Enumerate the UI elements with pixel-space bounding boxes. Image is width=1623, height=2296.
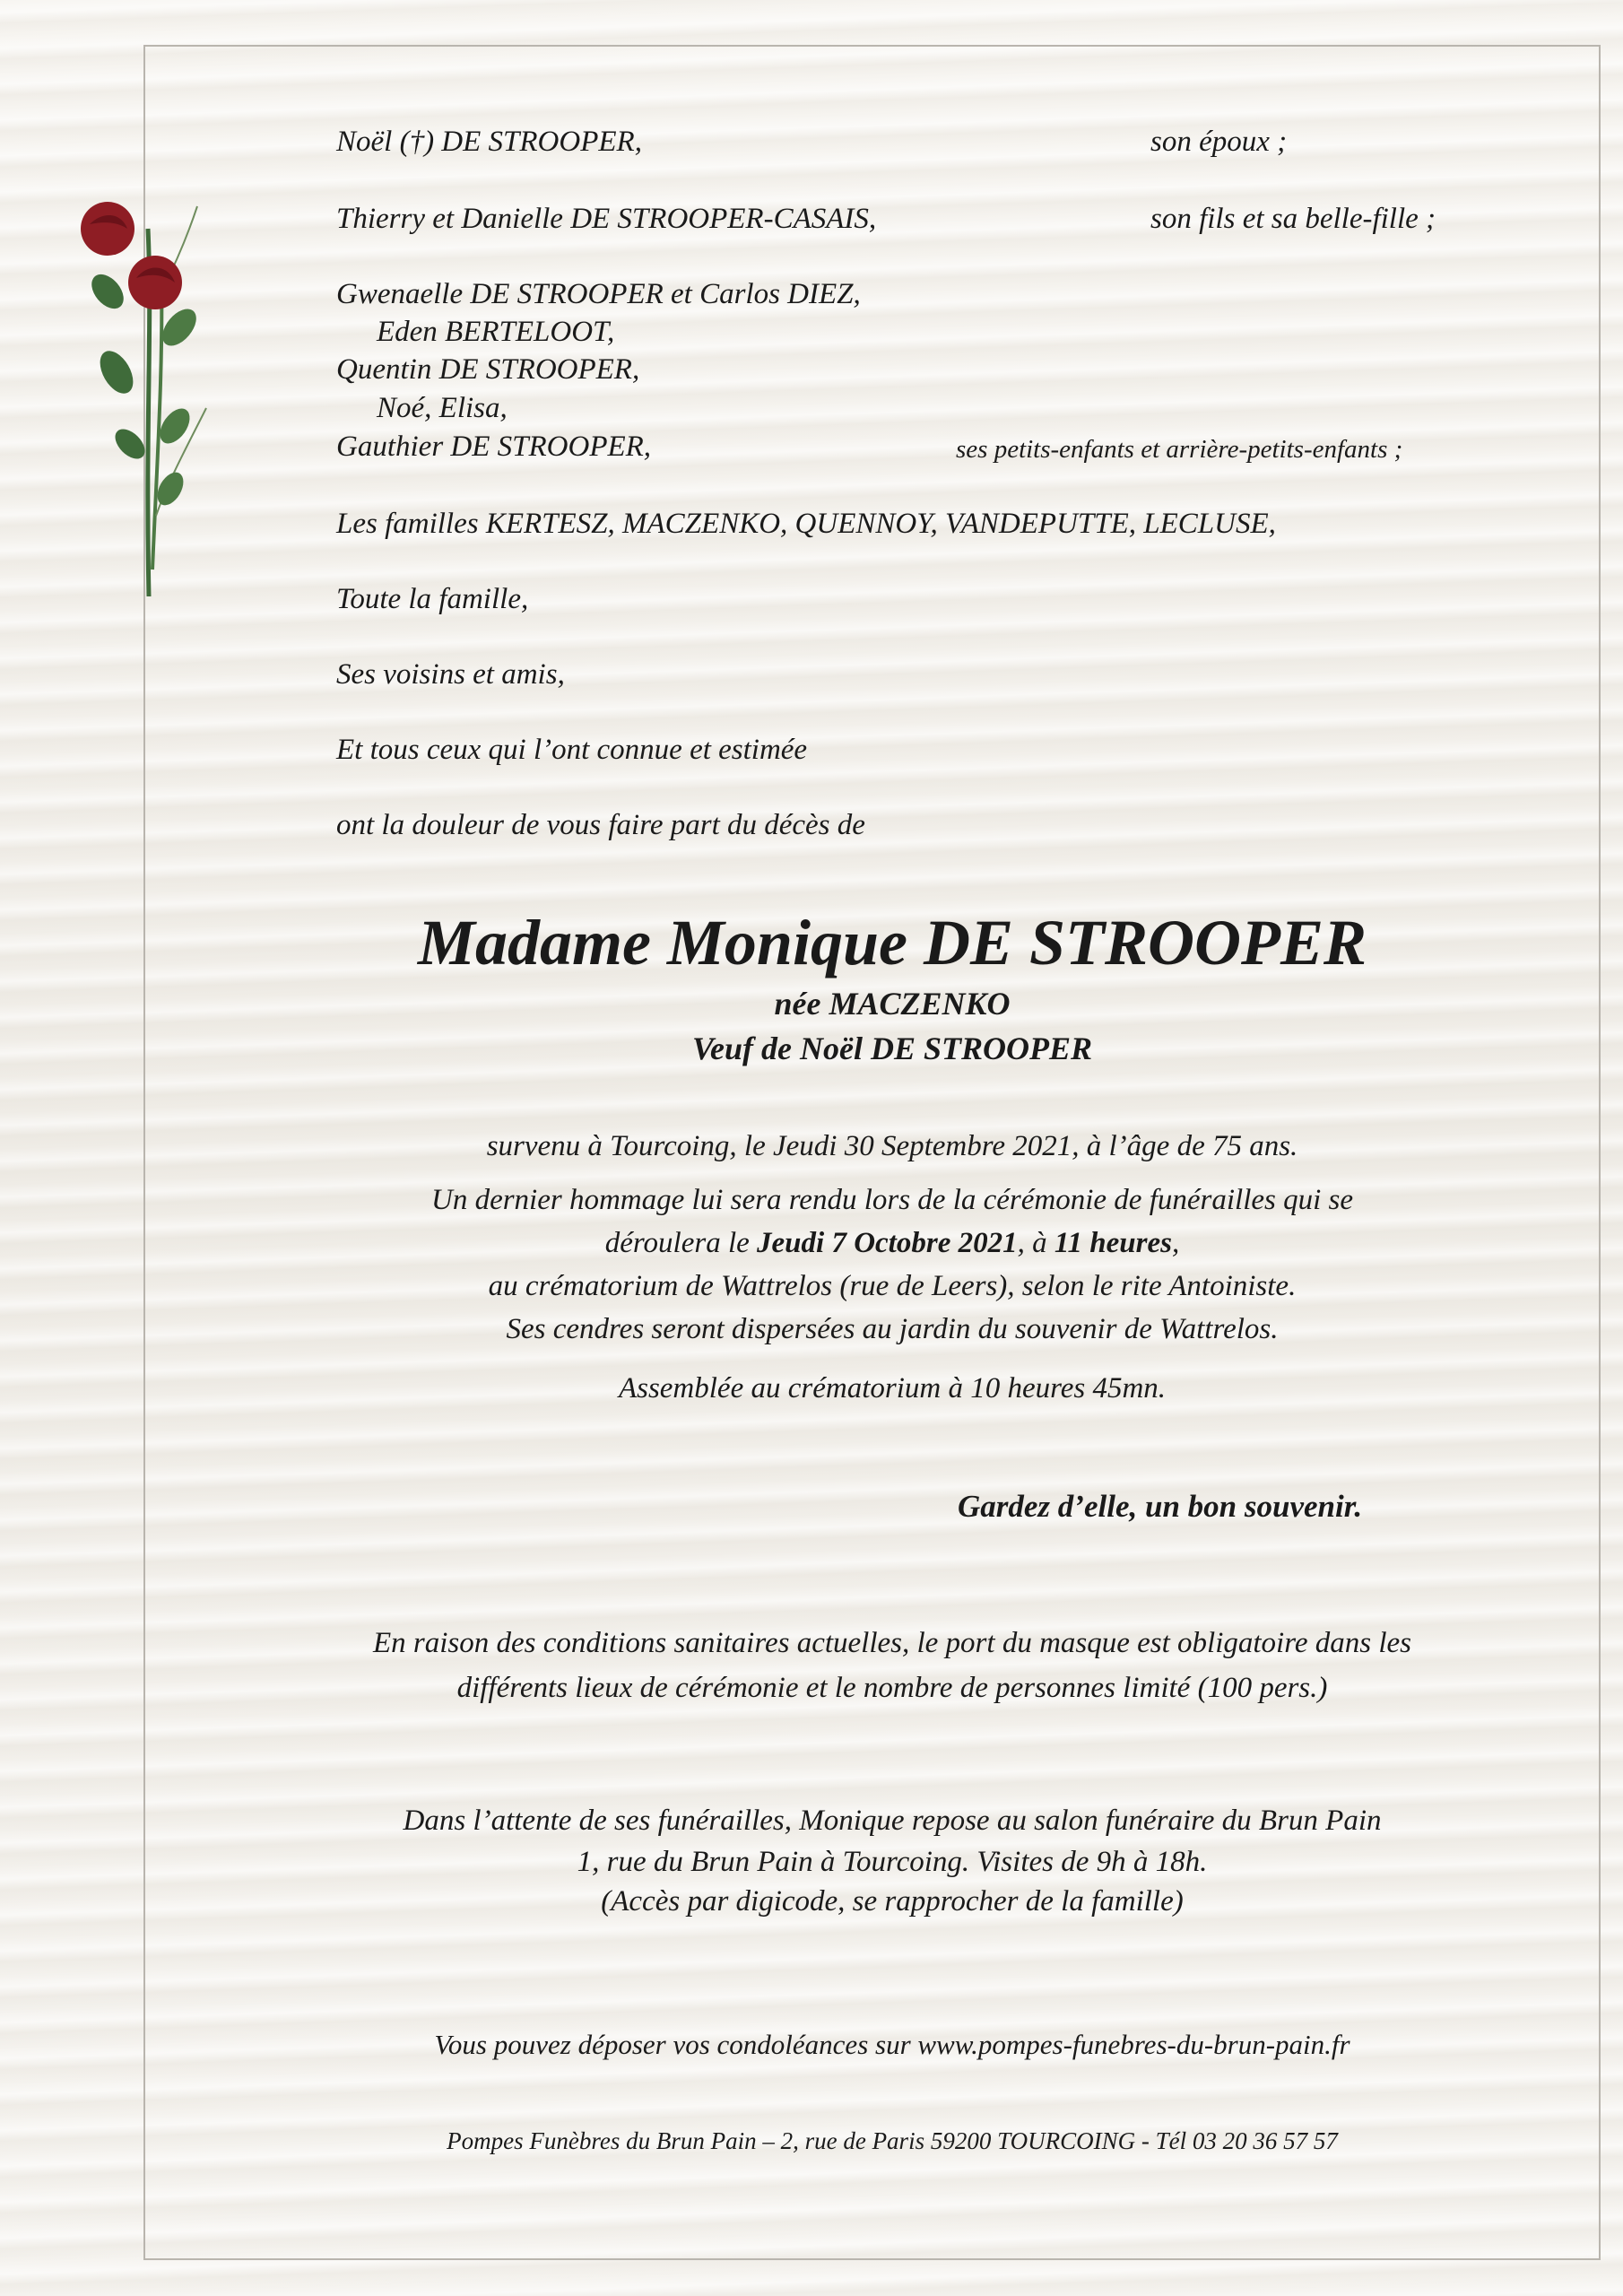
assembly-time: Assemblée au crématorium à 10 heures 45mn. [618, 1372, 1167, 1405]
other-families: Les familles KERTESZ, MACZENKO, QUENNOY, VANDEPUTTE, LECLUSE, [336, 508, 1276, 540]
ceremony-line-3: au crématorium de Wattrelos (rue de Leers), selon le rite Antoiniste. [488, 1270, 1297, 1302]
death-details: survenu à Tourcoing, le Jeudi 30 Septembre 2021, à l’âge de 75 ans. [486, 1130, 1298, 1162]
deceased-maiden-name: née MACZENKO [774, 986, 1011, 1022]
all-who-knew: Et tous ceux qui l’ont connue et estimée [336, 734, 808, 766]
family-name-spouse: Noël (†) DE STROOPER, [336, 126, 642, 158]
grandchild-name: Gwenaelle DE STROOPER et Carlos DIEZ, [336, 278, 861, 310]
visit-line-3: (Accès par digicode, se rapprocher de la famille) [601, 1885, 1184, 1918]
family-relation-son: son fils et sa belle-fille ; [1150, 203, 1436, 235]
visit-line-2: 1, rue du Brun Pain à Tourcoing. Visites de 9h à 18h. [577, 1846, 1208, 1878]
neighbours-friends: Ses voisins et amis, [336, 658, 565, 691]
announcement-line: ont la douleur de vous faire part du décès de [336, 809, 865, 841]
grandchildren-relation: ses petits-enfants et arrière-petits-enfants ; [956, 435, 1403, 464]
deceased-widow-of: Veuf de Noël DE STROOPER [691, 1031, 1092, 1066]
grandchild-name: Gauthier DE STROOPER, [336, 430, 652, 463]
sanitary-notice-line-2: différents lieux de cérémonie et le nombre de personnes limité (100 pers.) [456, 1672, 1328, 1704]
rose-illustration [63, 193, 260, 605]
grandchild-name: Quentin DE STROOPER, [336, 353, 640, 386]
ceremony-line-2 [152, 1227, 1623, 1260]
family-name-son: Thierry et Danielle DE STROOPER-CASAIS, [336, 203, 877, 235]
grandchild-name: Eden BERTELOOT, [377, 316, 615, 348]
funeral-home-footer: Pompes Funèbres du Brun Pain – 2, rue de Paris 59200 TOURCOING - Tél 03 20 36 57 57 [447, 2127, 1338, 2154]
ceremony-line-2-mid: , à [1017, 1227, 1055, 1259]
ceremony-time: 11 heures [1054, 1227, 1172, 1259]
sanitary-notice-line-1: En raison des conditions sanitaires actuelles, le port du masque est obligatoire dans les [373, 1627, 1411, 1659]
family-relation-spouse: son époux ; [1150, 126, 1288, 158]
ceremony-line-1: Un dernier hommage lui sera rendu lors de la cérémonie de funérailles qui se [430, 1184, 1354, 1216]
whole-family: Toute la famille, [336, 583, 529, 615]
ceremony-line-2-pre: déroulera le [604, 1227, 758, 1259]
ceremony-line-4: Ses cendres seront dispersées au jardin du souvenir de Wattrelos. [506, 1313, 1279, 1345]
ceremony-line-2-post: , [1171, 1227, 1180, 1259]
closing-motto: Gardez d’elle, un bon souvenir. [958, 1489, 1363, 1524]
condolences-website: Vous pouvez déposer vos condoléances sur www.pompes-funebres-du-brun-pain.fr [434, 2029, 1350, 2060]
deceased-name: Madame Monique DE STROOPER [417, 907, 1367, 978]
visit-line-1: Dans l’attente de ses funérailles, Monique repose au salon funéraire du Brun Pain [403, 1805, 1382, 1837]
ceremony-date: Jeudi 7 Octobre 2021 [757, 1227, 1018, 1259]
grandchild-name: Noé, Elisa, [377, 392, 508, 424]
